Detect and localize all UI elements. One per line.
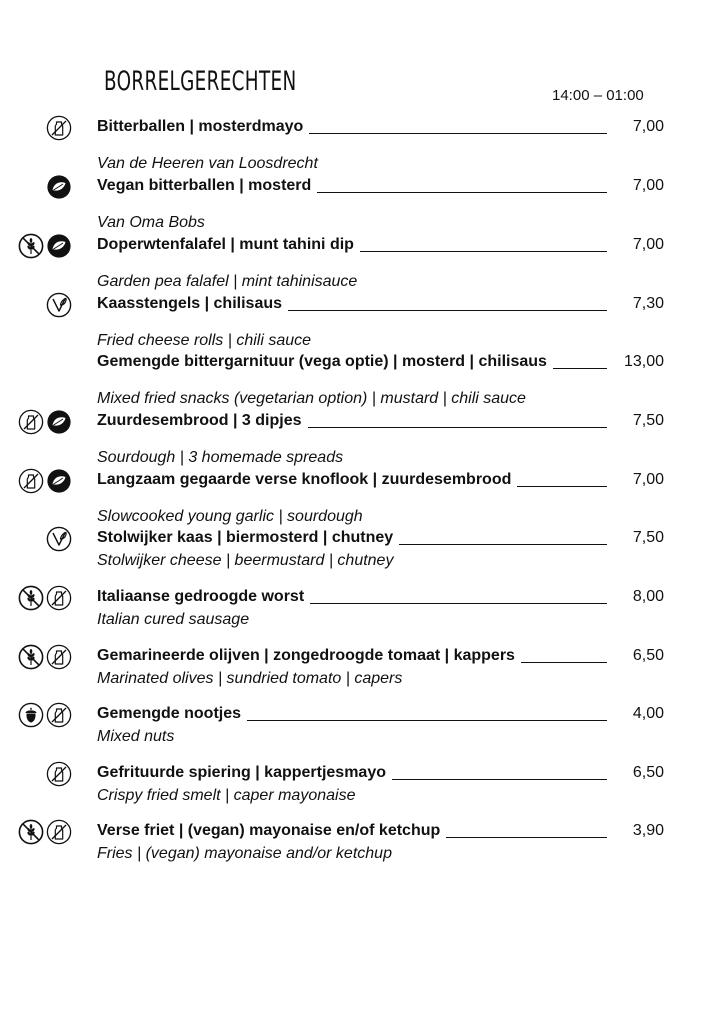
menu-item	[0, 763, 724, 819]
gluten-free-icon	[18, 233, 44, 259]
menu-item	[0, 821, 724, 877]
vegan-leaf-icon	[46, 174, 72, 200]
dotted-leader	[517, 485, 607, 487]
item-price: 4,00	[632, 705, 664, 722]
item-name-line	[97, 235, 607, 255]
item-price: 3,90	[632, 822, 664, 839]
item-description: Mixed nuts	[97, 728, 175, 745]
item-name-line	[97, 646, 607, 666]
dotted-leader	[288, 309, 607, 311]
dotted-leader	[399, 543, 607, 545]
item-price: 7,00	[632, 118, 664, 135]
item-price: 7,50	[632, 412, 664, 429]
lactose-free-icon	[18, 409, 44, 435]
menu-item	[0, 470, 724, 526]
item-name: Stolwijker kaas | biermosterd | chutney	[97, 529, 394, 546]
dietary-icons	[18, 409, 72, 439]
dietary-icons	[46, 174, 72, 204]
item-description: Van de Heeren van Loosdrecht	[97, 155, 318, 172]
dietary-icons	[18, 819, 72, 849]
item-name: Langzaam gegaarde verse knoflook | zuurdesembrood	[97, 471, 512, 488]
dietary-icons	[46, 115, 72, 145]
item-name: Italiaanse gedroogde worst	[97, 588, 305, 605]
item-price: 7,00	[632, 177, 664, 194]
item-description: Crispy fried smelt | caper mayonaise	[97, 787, 356, 804]
dotted-leader	[317, 191, 607, 193]
item-name-line	[97, 587, 607, 607]
item-description: Van Oma Bobs	[97, 214, 205, 231]
menu-item	[0, 235, 724, 291]
item-name-line	[97, 352, 607, 372]
menu-item	[0, 587, 724, 643]
item-price: 13,00	[623, 353, 664, 370]
item-price: 6,50	[632, 764, 664, 781]
item-price: 7,30	[632, 295, 664, 312]
lactose-free-icon	[46, 761, 72, 787]
page-title: BORRELGERECHTEN	[104, 66, 297, 97]
vegan-leaf-icon	[46, 409, 72, 435]
item-name: Verse friet | (vegan) mayonaise en/of ketchup	[97, 822, 441, 839]
dotted-leader	[553, 367, 607, 369]
item-name-line	[97, 528, 607, 548]
dotted-leader	[309, 132, 607, 134]
dotted-leader	[247, 719, 607, 721]
item-price: 6,50	[632, 647, 664, 664]
item-name-line	[97, 294, 607, 314]
item-name: Bitterballen | mosterdmayo	[97, 118, 304, 135]
item-name-line	[97, 704, 607, 724]
dietary-icons	[18, 585, 72, 615]
vegetarian-icon	[46, 526, 72, 552]
item-name: Gefrituurde spiering | kappertjesmayo	[97, 764, 386, 781]
item-description: Mixed fried snacks (vegetarian option) | mustard | chili sauce	[97, 390, 526, 407]
item-name: Gemarineerde olijven | zongedroogde tomaat | kappers	[97, 647, 515, 664]
item-description: Fries | (vegan) mayonaise and/or ketchup	[97, 845, 392, 862]
menu-item	[0, 528, 724, 584]
item-price: 7,00	[632, 471, 664, 488]
dietary-icons	[46, 526, 72, 556]
lactose-free-icon	[18, 468, 44, 494]
lactose-free-icon	[46, 585, 72, 611]
dietary-icons	[46, 292, 72, 322]
item-description: Fried cheese rolls | chili sauce	[97, 332, 312, 349]
gluten-free-icon	[18, 585, 44, 611]
item-description: Slowcooked young garlic | sourdough	[97, 508, 363, 525]
item-price: 7,50	[632, 529, 664, 546]
lactose-free-icon	[46, 115, 72, 141]
vegan-leaf-icon	[46, 468, 72, 494]
menu-item	[0, 411, 724, 467]
item-description: Garden pea falafel | mint tahinisauce	[97, 273, 358, 290]
item-name-line	[97, 411, 607, 431]
item-name-line	[97, 763, 607, 783]
gluten-free-icon	[18, 644, 44, 670]
item-name: Vegan bitterballen | mosterd	[97, 177, 312, 194]
nuts-icon	[18, 702, 44, 728]
vegetarian-icon	[46, 292, 72, 318]
dietary-icons	[18, 468, 72, 498]
lactose-free-icon	[46, 644, 72, 670]
item-name: Kaasstengels | chilisaus	[97, 295, 283, 312]
dotted-leader	[310, 602, 607, 604]
dotted-leader	[392, 778, 607, 780]
item-name: Zuurdesembrood | 3 dipjes	[97, 412, 302, 429]
dietary-icons	[18, 702, 72, 732]
dietary-icons	[18, 233, 72, 263]
dotted-leader	[308, 426, 607, 428]
item-name-line	[97, 117, 607, 137]
lactose-free-icon	[46, 819, 72, 845]
item-name-line	[97, 470, 607, 490]
item-name: Gemengde bittergarnituur (vega optie) | mosterd | chilisaus	[97, 353, 547, 370]
menu-item	[0, 294, 724, 350]
item-description: Stolwijker cheese | beermustard | chutney	[97, 552, 394, 569]
dietary-icons	[46, 761, 72, 791]
item-description: Marinated olives | sundried tomato | capers	[97, 670, 403, 687]
gluten-free-icon	[18, 819, 44, 845]
item-description: Sourdough | 3 homemade spreads	[97, 449, 344, 466]
item-name-line	[97, 176, 607, 196]
item-name: Gemengde nootjes	[97, 705, 242, 722]
lactose-free-icon	[46, 702, 72, 728]
dietary-icons	[18, 644, 72, 674]
item-name-line	[97, 821, 607, 841]
vegan-leaf-icon	[46, 233, 72, 259]
menu-item	[0, 646, 724, 702]
item-description: Italian cured sausage	[97, 611, 250, 628]
opening-hours: 14:00 – 01:00	[552, 87, 644, 104]
menu-item	[0, 704, 724, 760]
menu-item	[0, 117, 724, 173]
menu-item	[0, 352, 724, 408]
item-name: Doperwtenfalafel | munt tahini dip	[97, 236, 354, 253]
dotted-leader	[360, 250, 607, 252]
dotted-leader	[521, 661, 607, 663]
item-price: 8,00	[632, 588, 664, 605]
dotted-leader	[446, 836, 607, 838]
item-price: 7,00	[632, 236, 664, 253]
menu-item	[0, 176, 724, 232]
